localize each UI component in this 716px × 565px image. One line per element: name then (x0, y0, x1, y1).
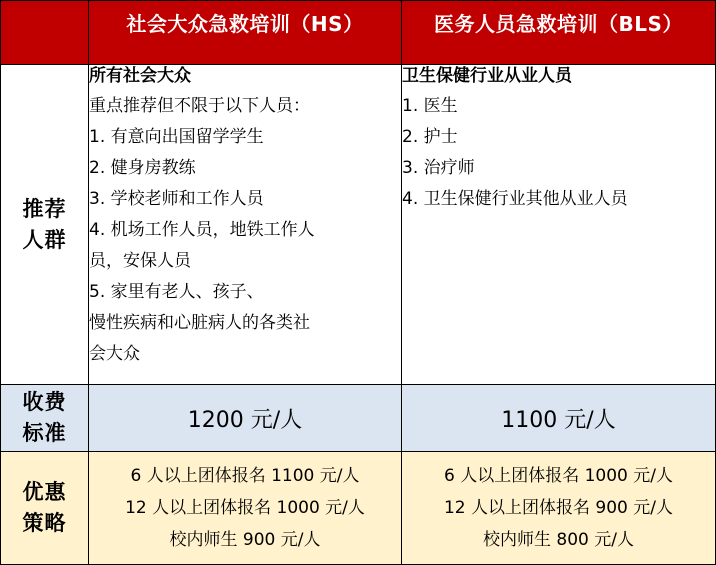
bls-column-title: 医务人员急救培训（BLS） (402, 1, 716, 65)
hs-discount-line: 校内师生 900 元/人 (169, 530, 321, 550)
hs-recommended-line: 5. 家里有老人、孩子、 (89, 282, 264, 302)
hs-recommended-title: 所有社会大众 (89, 66, 191, 86)
bls-recommended-title: 卫生保健行业从业人员 (402, 66, 572, 86)
header-corner-cell (1, 1, 89, 65)
bls-discount-line: 6 人以上团体报名 1000 元/人 (443, 466, 674, 486)
bls-discount-cell (402, 452, 716, 565)
fee-row (1, 385, 716, 452)
discount-row (1, 452, 716, 565)
bls-recommended-line: 4. 卫生保健行业其他从业人员 (402, 189, 628, 209)
recommended-row (1, 65, 716, 385)
fee-label (1, 385, 89, 452)
header-row (1, 1, 716, 65)
discount-label-line2: 策略 (22, 511, 67, 535)
hs-discount-line: 6 人以上团体报名 1100 元/人 (130, 466, 360, 486)
fee-label-line2: 标准 (22, 421, 67, 445)
hs-fee-value: 1200 元/人 (89, 385, 402, 452)
hs-recommended-line: 员，安保人员 (89, 251, 191, 271)
bls-recommended-line: 2. 护士 (402, 127, 458, 147)
recommended-label (1, 65, 89, 385)
hs-recommended-cell (89, 65, 402, 385)
hs-recommended-line: 重点推荐但不限于以下人员： (89, 96, 310, 116)
bls-discount-line: 校内师生 800 元/人 (483, 530, 634, 550)
bls-recommended-line: 3. 治疗师 (402, 158, 475, 178)
hs-discount-cell (89, 452, 402, 565)
fee-label-line1: 收费 (22, 390, 67, 414)
discount-label-line1: 优惠 (22, 480, 67, 504)
bls-discount-line: 12 人以上团体报名 900 元/人 (443, 498, 674, 518)
bls-recommended-cell (402, 65, 716, 385)
hs-recommended-line: 4. 机场工作人员，地铁工作人 (89, 220, 315, 240)
bls-fee-value: 1100 元/人 (402, 385, 716, 452)
bls-recommended-line: 1. 医生 (402, 96, 458, 116)
hs-discount-line: 12 人以上团体报名 1000 元/人 (125, 498, 365, 518)
hs-recommended-line: 会大众 (89, 344, 140, 364)
hs-recommended-line: 3. 学校老师和工作人员 (89, 189, 264, 209)
hs-recommended-line: 1. 有意向出国留学学生 (89, 127, 264, 147)
hs-recommended-line: 慢性疾病和心脏病人的各类社 (89, 313, 310, 333)
discount-label (1, 452, 89, 565)
hs-column-title: 社会大众急救培训（HS） (89, 1, 402, 65)
hs-recommended-line: 2. 健身房教练 (89, 158, 196, 178)
recommended-label-line1: 推荐 (22, 196, 67, 221)
recommended-label-line2: 人群 (22, 227, 67, 252)
